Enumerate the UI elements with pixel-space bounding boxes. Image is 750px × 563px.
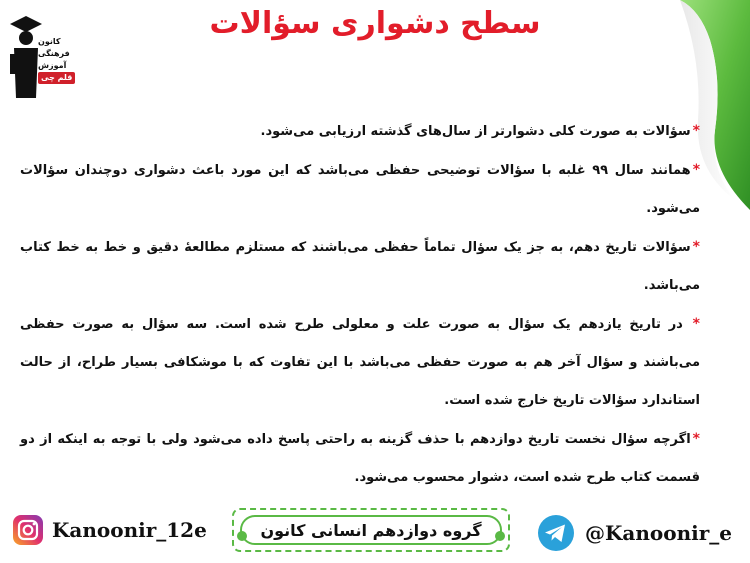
paragraph-text: سؤالات تاریخ دهم، به جز یک سؤال تماماً حفظی می‌باشند که مستلزم مطالعۀ دقیق و خط به خط کتاب می‌باشد. [20,240,700,293]
bullet-star-icon: * [692,123,700,139]
instagram-link[interactable] [12,514,207,546]
paragraph-text: در تاریخ یازدهم یک سؤال به صورت علت و معلولی طرح شده است. سه سؤال به صورت حفظی می‌باشند و سؤال آخر هم به صورت حفظی می‌باشد با این تفاوت که با موشکافی بسیار طراح، از حالت استاندارد سؤالات تاریخ خارج شده است. [20,317,700,408]
paragraph-text: سؤالات به صورت کلی دشوارتر از سال‌های گذشته ارزیابی می‌شود. [260,124,691,139]
bullet-star-icon: * [692,316,700,332]
group-label: گروه دوازدهم انسانی کانون [260,520,482,540]
paragraph-text: همانند سال ۹۹ غلبه با سؤالات توضیحی حفظی می‌باشد که این مورد باعث دشواری دوچندان سؤالات می‌شود. [20,163,700,216]
telegram-handle: @Kanoonir_e [585,521,732,545]
logo-line: آموزش [38,61,67,70]
instagram-handle: Kanoonir_12e [52,518,207,542]
logo-line: کانون [38,37,61,46]
telegram-link[interactable] [537,514,732,552]
paragraph [20,112,700,151]
bullet-star-icon: * [692,431,700,447]
logo-line: فرهنگی [38,49,70,58]
paragraph [20,151,700,228]
bullet-star-icon: * [692,162,701,178]
paragraph [20,420,700,497]
bullet-star-icon: * [692,239,700,255]
graduate-icon [8,10,42,100]
paragraph [20,228,700,305]
instagram-icon [12,514,44,546]
dot-decoration [495,531,505,541]
kanoon-logo [8,10,76,102]
page-title: سطح دشواری سؤالات [209,6,541,41]
group-label-box [232,508,510,552]
logo-text [38,36,78,84]
logo-badge: قلم چی [38,72,75,84]
paragraph [20,305,700,420]
dot-decoration [237,531,247,541]
content-body [20,112,700,497]
paragraph-text: اگرچه سؤال نخست تاریخ دوازدهم با حذف گزینه به راحتی پاسخ داده می‌شود ولی با توجه به اینکه از دو قسمت کتاب طرح شده است، دشوار محسوب می‌شود. [20,432,700,485]
telegram-icon [537,514,575,552]
